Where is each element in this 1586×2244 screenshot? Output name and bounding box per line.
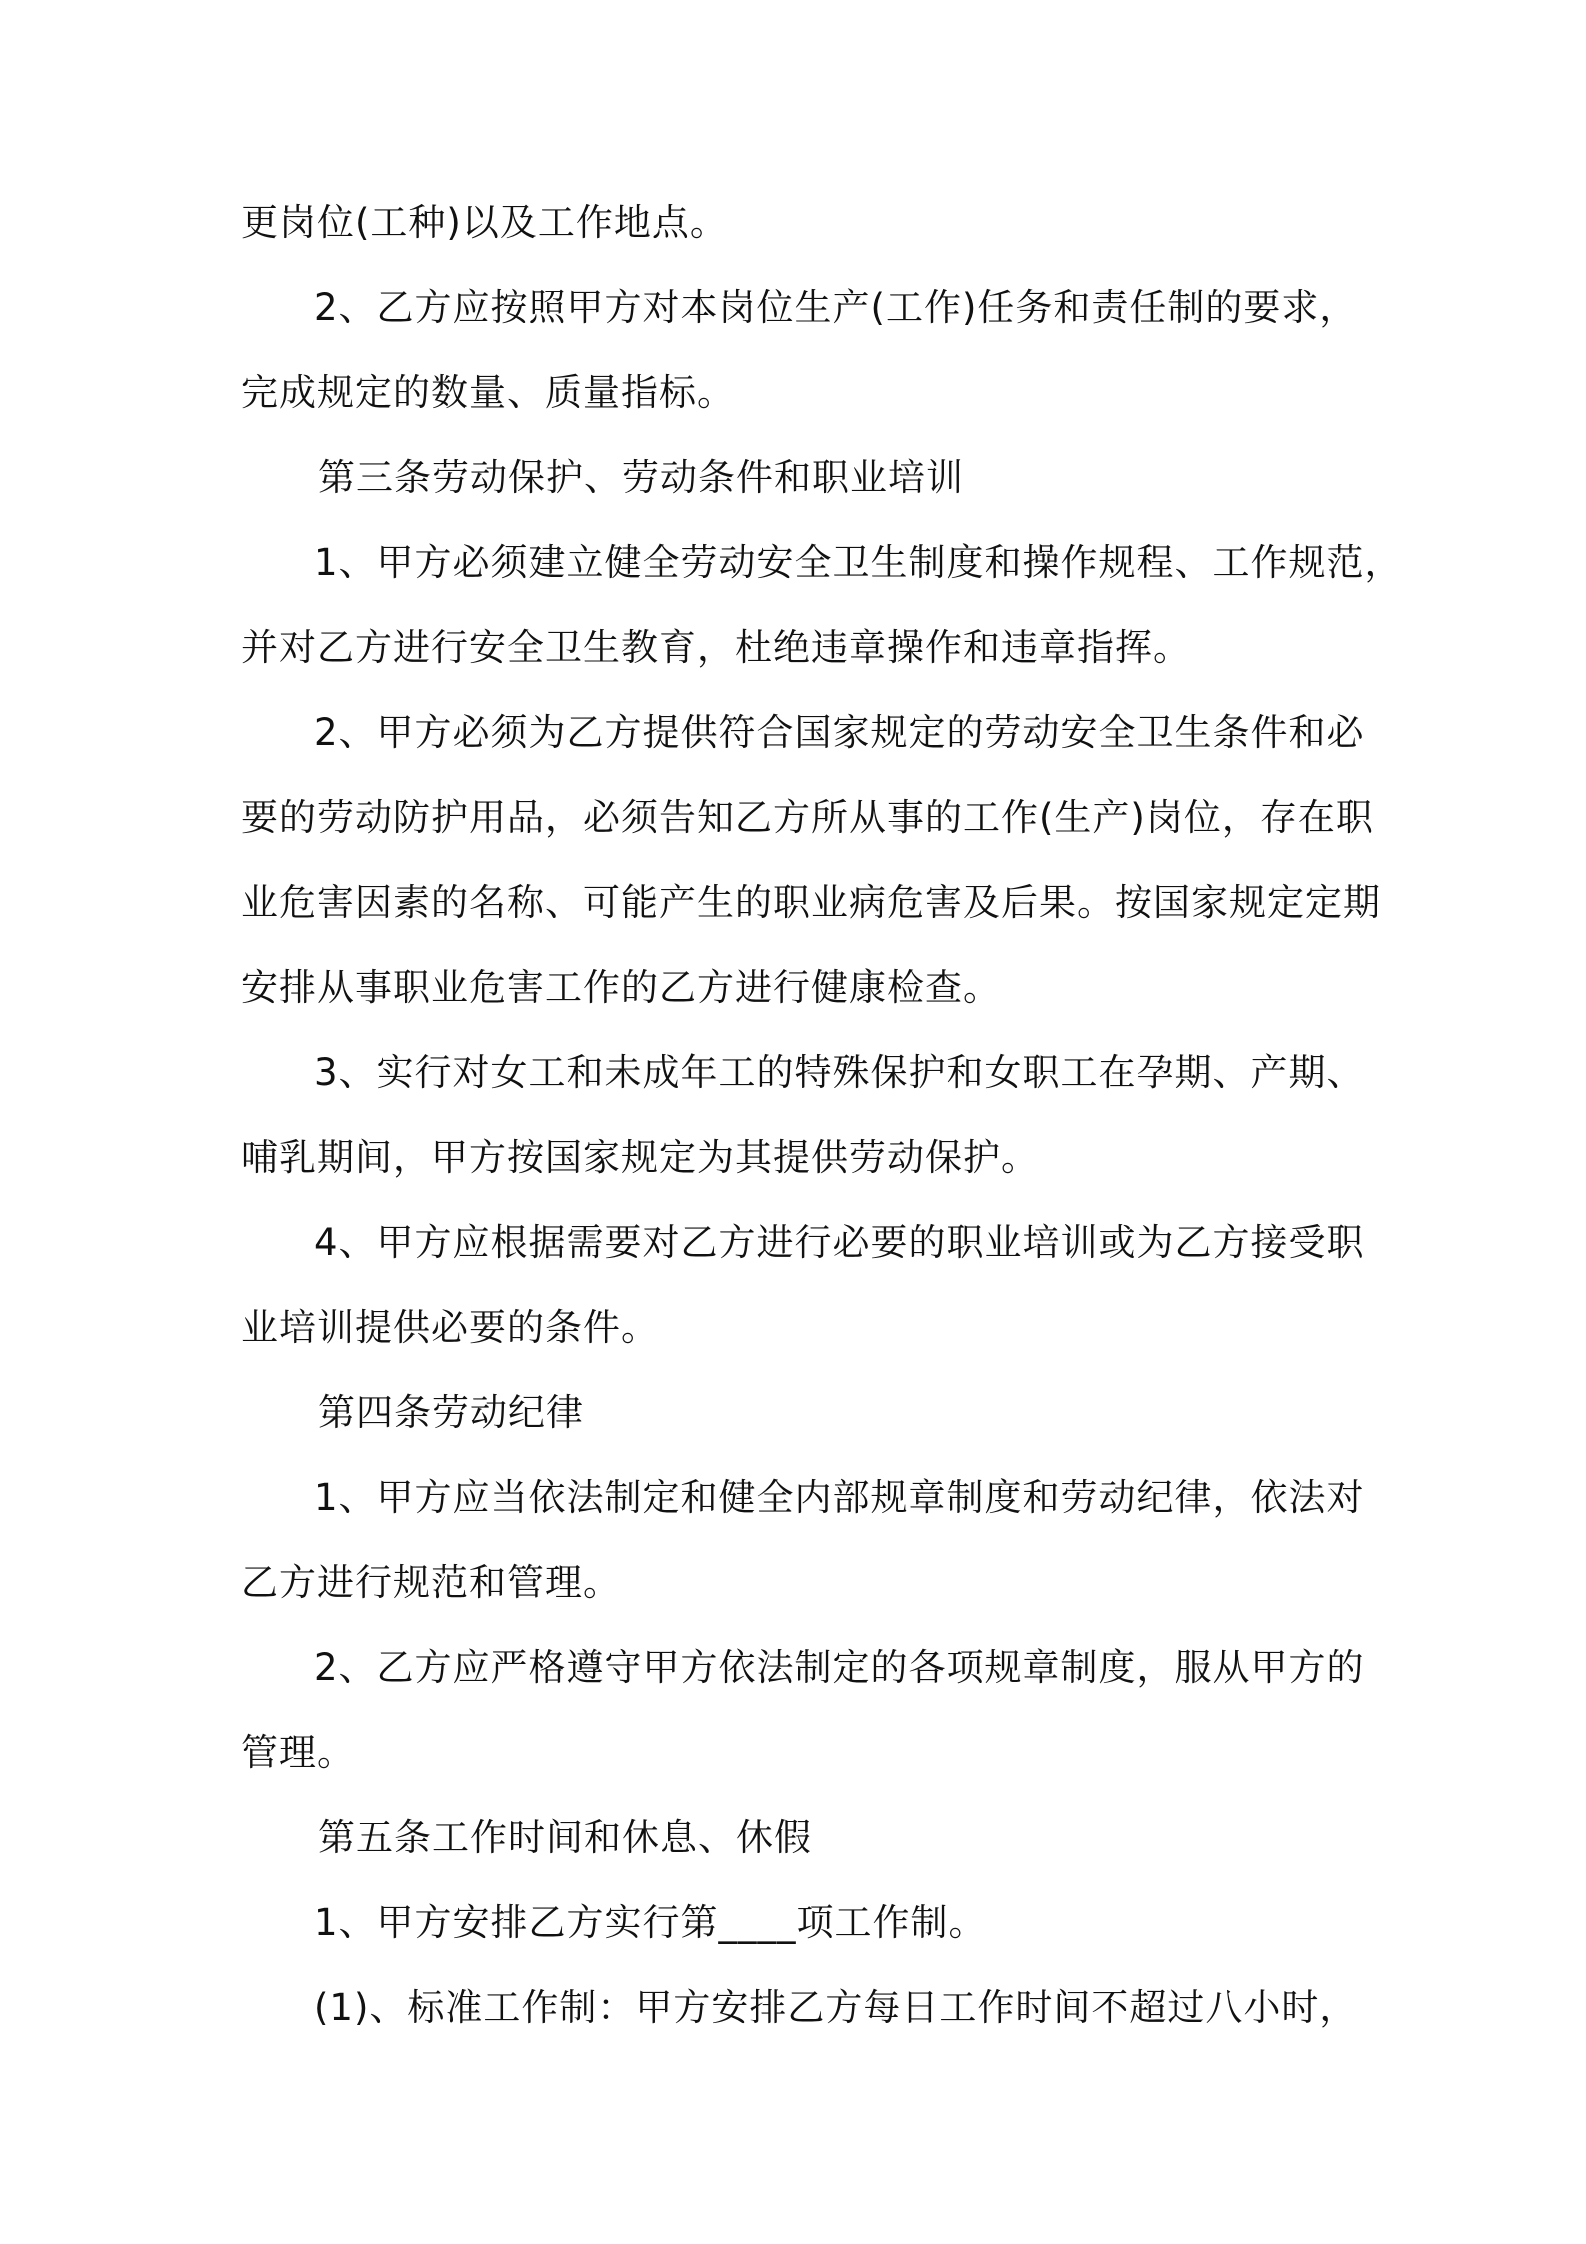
text-line: 1、甲方应当依法制定和健全内部规章制度和劳动纪律，依法对	[314, 1476, 1365, 1519]
text-line: 更岗位(工种)以及工作地点。	[241, 201, 728, 244]
section-heading: 第四条劳动纪律	[318, 1391, 584, 1434]
text-line: 安排从事职业危害工作的乙方进行健康检查。	[241, 966, 1001, 1009]
text-line: 管理。	[241, 1731, 355, 1774]
section-heading: 第五条工作时间和休息、休假	[318, 1816, 812, 1859]
text-line: 业危害因素的名称、可能产生的职业病危害及后果。按国家规定定期	[241, 881, 1381, 924]
text-line: 业培训提供必要的条件。	[241, 1306, 659, 1349]
text-line: 完成规定的数量、质量指标。	[241, 371, 735, 414]
text-line: 2、乙方应严格遵守甲方依法制定的各项规章制度，服从甲方的	[314, 1646, 1365, 1689]
text-line: 乙方进行规范和管理。	[241, 1561, 621, 1604]
text-line: 4、甲方应根据需要对乙方进行必要的职业培训或为乙方接受职	[314, 1221, 1365, 1264]
text-line: 3、实行对女工和未成年工的特殊保护和女职工在孕期、产期、	[314, 1051, 1365, 1094]
text-line: 要的劳动防护用品，必须告知乙方所从事的工作(生产)岗位，存在职	[241, 796, 1374, 839]
text-line: 1、甲方安排乙方实行第____项工作制。	[314, 1901, 987, 1944]
text-line: 并对乙方进行安全卫生教育，杜绝违章操作和违章指挥。	[241, 626, 1191, 669]
text-line: 1、甲方必须建立健全劳动安全卫生制度和操作规程、工作规范，	[314, 541, 1403, 584]
text-line: 2、甲方必须为乙方提供符合国家规定的劳动安全卫生条件和必	[314, 711, 1365, 754]
text-line: 2、乙方应按照甲方对本岗位生产(工作)任务和责任制的要求，	[314, 286, 1358, 329]
text-line: 哺乳期间，甲方按国家规定为其提供劳动保护。	[241, 1136, 1039, 1179]
section-heading: 第三条劳动保护、劳动条件和职业培训	[318, 456, 964, 499]
text-line: (1)、标准工作制：甲方安排乙方每日工作时间不超过八小时，	[314, 1986, 1358, 2029]
